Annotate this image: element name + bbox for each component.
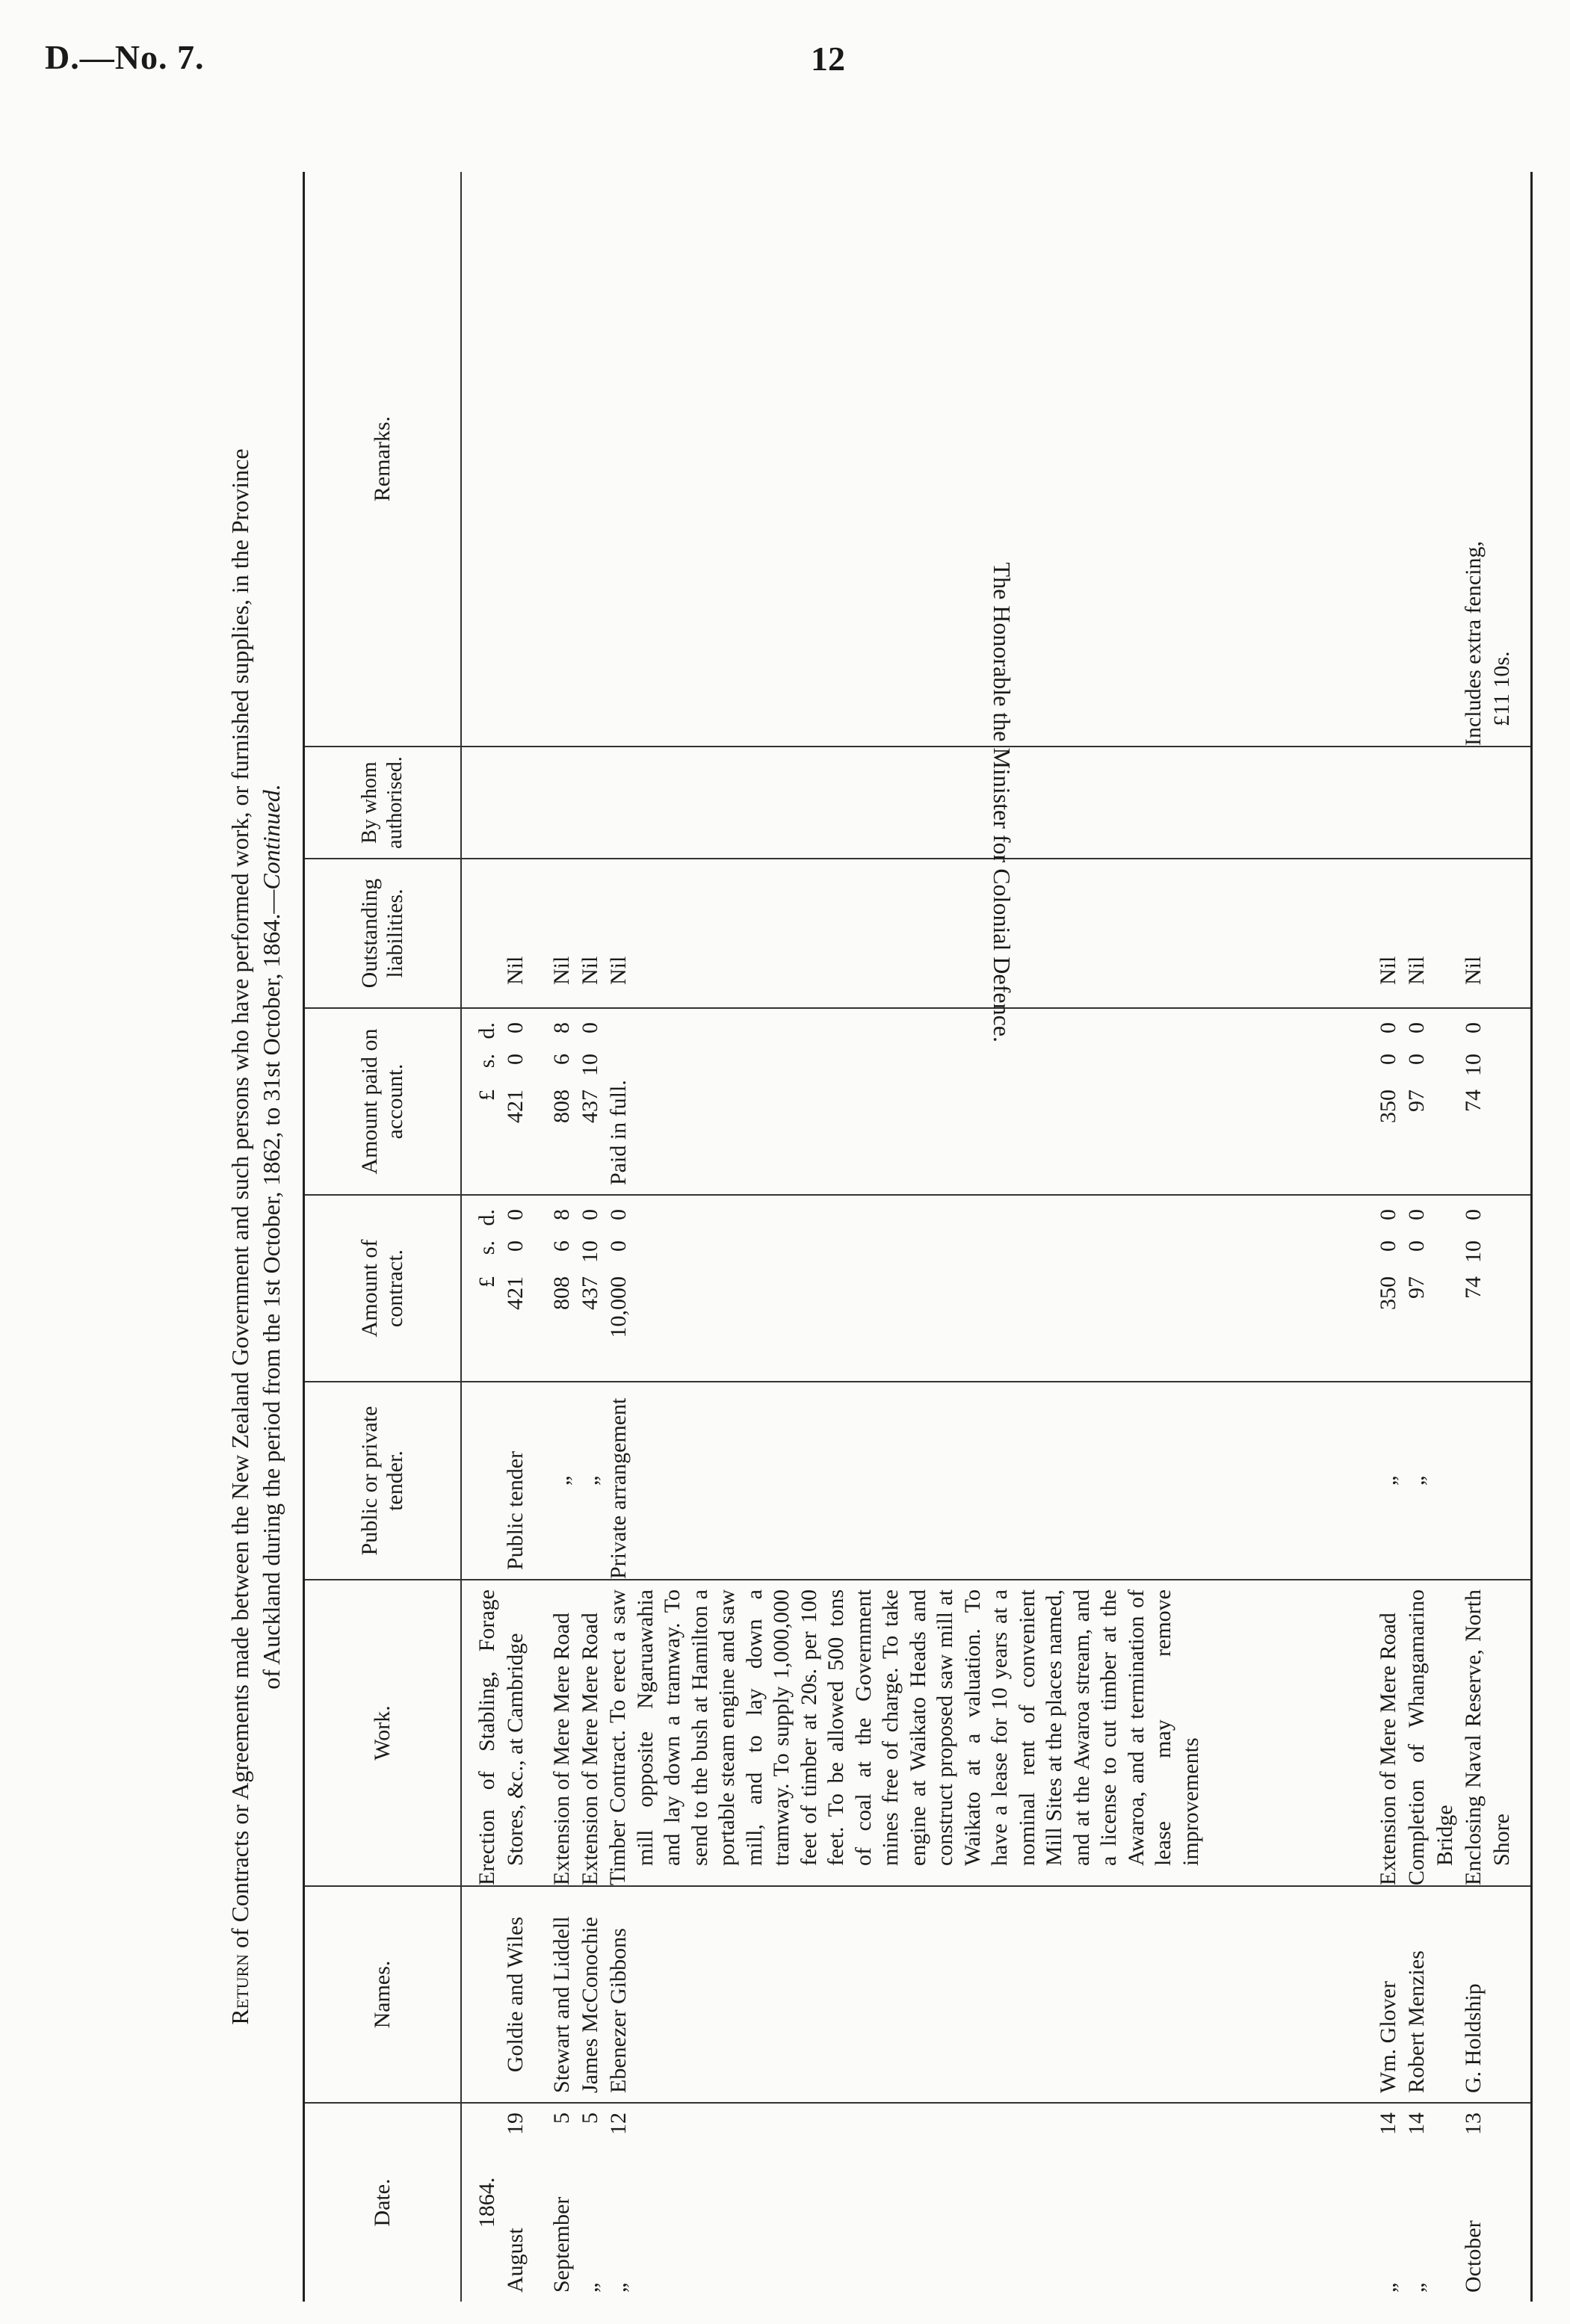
remarks-cell: Includes extra fencing, £11 10s. — [1461, 540, 1514, 746]
date-day: 14 — [1376, 2113, 1400, 2135]
title-line-1: of Contracts or Agreements made between the New Zealand Government and such persons who have performed work, or furnished supplies, in the Province — [226, 448, 253, 1948]
header-date: Date. — [305, 2104, 462, 2302]
col-work — [305, 1580, 1530, 1887]
table-title — [224, 172, 287, 2302]
shillings: 0 — [503, 1240, 528, 1252]
col-remarks — [305, 172, 1530, 747]
pence: 0 — [1404, 1209, 1429, 1220]
pounds: 421 — [503, 1276, 528, 1310]
paid-amount — [548, 1009, 576, 1194]
work-cell: Extension of Mere Mere Road — [1376, 1613, 1400, 1885]
pence: 0 — [503, 1209, 528, 1220]
pounds: 350 — [1376, 1090, 1400, 1123]
contract-amount — [576, 1196, 605, 1381]
shillings: 10 — [578, 1054, 602, 1076]
date-month: „ — [1376, 2282, 1400, 2293]
header-outstanding: Outstanding liabilities. — [305, 859, 462, 1007]
table-row — [1459, 2104, 1488, 2302]
shillings: 0 — [1404, 1240, 1429, 1252]
paid-in-full: Paid in full. — [606, 1080, 631, 1185]
date-day: 5 — [578, 2113, 602, 2124]
title-line-2: of Auckland during the period from the 1st October, 1862, to 31st October, 1864.— — [258, 889, 285, 1690]
header-tender: Public or private tender. — [305, 1382, 462, 1579]
tender-cell: „ — [578, 1475, 602, 1486]
pounds: 74 — [1461, 1090, 1486, 1112]
document-reference: D.—No. 7. — [45, 38, 205, 76]
pounds-unit: £ — [475, 1276, 499, 1288]
col-outstanding — [305, 859, 1530, 1009]
work-cell: Extension of Mere Mere Road — [578, 1613, 602, 1885]
year-label: 1864. — [475, 2177, 499, 2228]
tender-cell: „ — [1404, 1475, 1429, 1486]
pence: 0 — [1404, 1022, 1429, 1033]
money-units — [473, 1009, 501, 1194]
shillings: 10 — [1461, 1240, 1486, 1263]
authorised-text: The Honorable the Minister for Colonial Defence. — [989, 562, 1016, 1043]
shillings: 0 — [1376, 1054, 1400, 1065]
tender-cell: Public tender — [503, 1450, 528, 1570]
shillings: 0 — [503, 1054, 528, 1065]
work-cell: Completion of Whangamarino Bridge — [1404, 1589, 1457, 1885]
tender-cell: Private arrangement — [606, 1397, 631, 1579]
pence: 0 — [1461, 1022, 1486, 1033]
date-month: „ — [606, 2282, 631, 2293]
tender-cell: „ — [1376, 1475, 1400, 1486]
pounds: 421 — [503, 1090, 528, 1123]
col-date — [305, 2104, 1530, 2302]
date-day: 12 — [606, 2113, 631, 2135]
work-cell: Timber Contract. To erect a saw mill opposite Ngaruawahia and lay down a tramway. To send to the bush at Hamilton a portable steam engine and saw mill, and to lay down a tramway. To supply 1,000,000 feet of timber at 20s. per 100 feet. To be allowed 500 tons of coal at the Government mines free of charge. To take engine at Waikato Heads and construct proposed saw mill at Waikato at a valuation. To have a lease for 10 years at a nominal rent of convenient Mill Sites at the places named, and at the Awaroa stream, and a license to cut timber at the Awaroa, and at termination of lease may remove improvements — [605, 1589, 1203, 1885]
contract-amount — [548, 1196, 576, 1381]
pounds: 97 — [1404, 1276, 1429, 1299]
header-work: Work. — [305, 1580, 462, 1885]
pence: 0 — [606, 1209, 631, 1220]
outstanding-cell: Nil — [1376, 956, 1400, 985]
date-month: September — [549, 2196, 574, 2293]
paid-amount — [501, 1009, 530, 1194]
name-cell: James McConochie — [578, 1917, 602, 2093]
outstanding-cell: Nil — [578, 956, 602, 985]
col-paid — [305, 1009, 1530, 1196]
paid-amount — [576, 1009, 605, 1194]
shillings: 10 — [1461, 1054, 1486, 1076]
tender-cell: „ — [549, 1475, 574, 1486]
paid-amount — [1459, 1009, 1488, 1194]
outstanding-cell: Nil — [606, 956, 631, 985]
pounds-unit: £ — [475, 1090, 499, 1101]
shillings: 0 — [1404, 1054, 1429, 1065]
date-month: „ — [1404, 2282, 1429, 2293]
table-row — [1403, 2104, 1431, 2302]
name-cell: Ebenezer Gibbons — [606, 1928, 631, 2093]
shillings: 0 — [606, 1240, 631, 1252]
title-prefix: Return — [226, 1953, 253, 2025]
table-row — [473, 2104, 530, 2302]
shillings-unit: s. — [475, 1240, 499, 1255]
pounds: 808 — [549, 1090, 574, 1123]
date-month: „ — [578, 2282, 602, 2293]
pounds: 808 — [549, 1276, 574, 1310]
pounds: 437 — [578, 1090, 602, 1123]
pounds: 10,000 — [606, 1276, 631, 1338]
name-cell: Robert Menzies — [1404, 1950, 1429, 2093]
pence: 8 — [549, 1022, 574, 1033]
header-remarks: Remarks. — [305, 172, 462, 746]
table-row — [1374, 2104, 1403, 2302]
contract-amount — [605, 1196, 633, 1381]
money-units — [473, 1196, 501, 1381]
shillings: 6 — [549, 1240, 574, 1252]
outstanding-cell: Nil — [503, 956, 528, 985]
date-day: 13 — [1461, 2113, 1486, 2135]
title-continued: Continued. — [258, 784, 285, 890]
contract-amount — [1374, 1196, 1403, 1381]
pence: 8 — [549, 1209, 574, 1220]
outstanding-cell: Nil — [1461, 956, 1486, 985]
pounds: 350 — [1376, 1276, 1400, 1310]
shillings: 10 — [578, 1240, 602, 1263]
pence-unit: d. — [475, 1209, 499, 1226]
col-names — [305, 1887, 1530, 2104]
date-day: 5 — [549, 2113, 574, 2124]
name-cell: Wm. Glover — [1376, 1981, 1400, 2093]
pence: 0 — [1461, 1209, 1486, 1220]
outstanding-cell: Nil — [549, 956, 574, 985]
name-cell: Goldie and Wiles — [503, 1916, 528, 2073]
contract-amount — [1459, 1196, 1488, 1381]
header-paid: Amount paid on account. — [305, 1009, 462, 1194]
table-row — [576, 2104, 605, 2302]
pence: 0 — [578, 1022, 602, 1033]
table-row — [548, 2104, 576, 2302]
shillings-unit: s. — [475, 1054, 499, 1069]
date-day: 14 — [1404, 2113, 1429, 2135]
date-month: October — [1461, 2220, 1486, 2293]
pounds: 437 — [578, 1276, 602, 1310]
contract-amount — [501, 1196, 530, 1381]
name-cell: Stewart and Liddell — [549, 1916, 574, 2093]
shillings: 6 — [549, 1054, 574, 1065]
header-contract: Amount of contract. — [305, 1196, 462, 1381]
col-contract — [305, 1196, 1530, 1382]
name-cell: G. Holdship — [1461, 1983, 1486, 2093]
pence: 0 — [1376, 1209, 1400, 1220]
pence-unit: d. — [475, 1022, 499, 1039]
contract-amount — [1403, 1196, 1431, 1381]
header-names: Names. — [305, 1887, 462, 2102]
work-cell: Erection of Stabling, Forage Stores, &c., at Cambridge — [475, 1589, 528, 1885]
contracts-table — [303, 172, 1533, 2302]
work-cell: Extension of Mere Mere Road — [549, 1613, 574, 1885]
work-cell: Enclosing Naval Reserve, North Shore — [1461, 1589, 1514, 1885]
pence: 0 — [578, 1209, 602, 1220]
pounds: 74 — [1461, 1276, 1486, 1299]
pounds: 97 — [1404, 1090, 1429, 1112]
table-row — [605, 2104, 633, 2302]
outstanding-cell: Nil — [1404, 956, 1429, 985]
date-day: 19 — [503, 2113, 528, 2135]
rotated-return-table — [224, 172, 1532, 2302]
col-tender — [305, 1382, 1530, 1580]
header-authorised: By whom authorised. — [305, 747, 462, 858]
page-number: 12 — [811, 40, 845, 78]
date-month: August — [503, 2228, 528, 2293]
shillings: 0 — [1376, 1240, 1400, 1252]
paid-amount — [1403, 1009, 1431, 1194]
pence: 0 — [503, 1022, 528, 1033]
paid-amount — [1374, 1009, 1403, 1194]
pence: 0 — [1376, 1022, 1400, 1033]
